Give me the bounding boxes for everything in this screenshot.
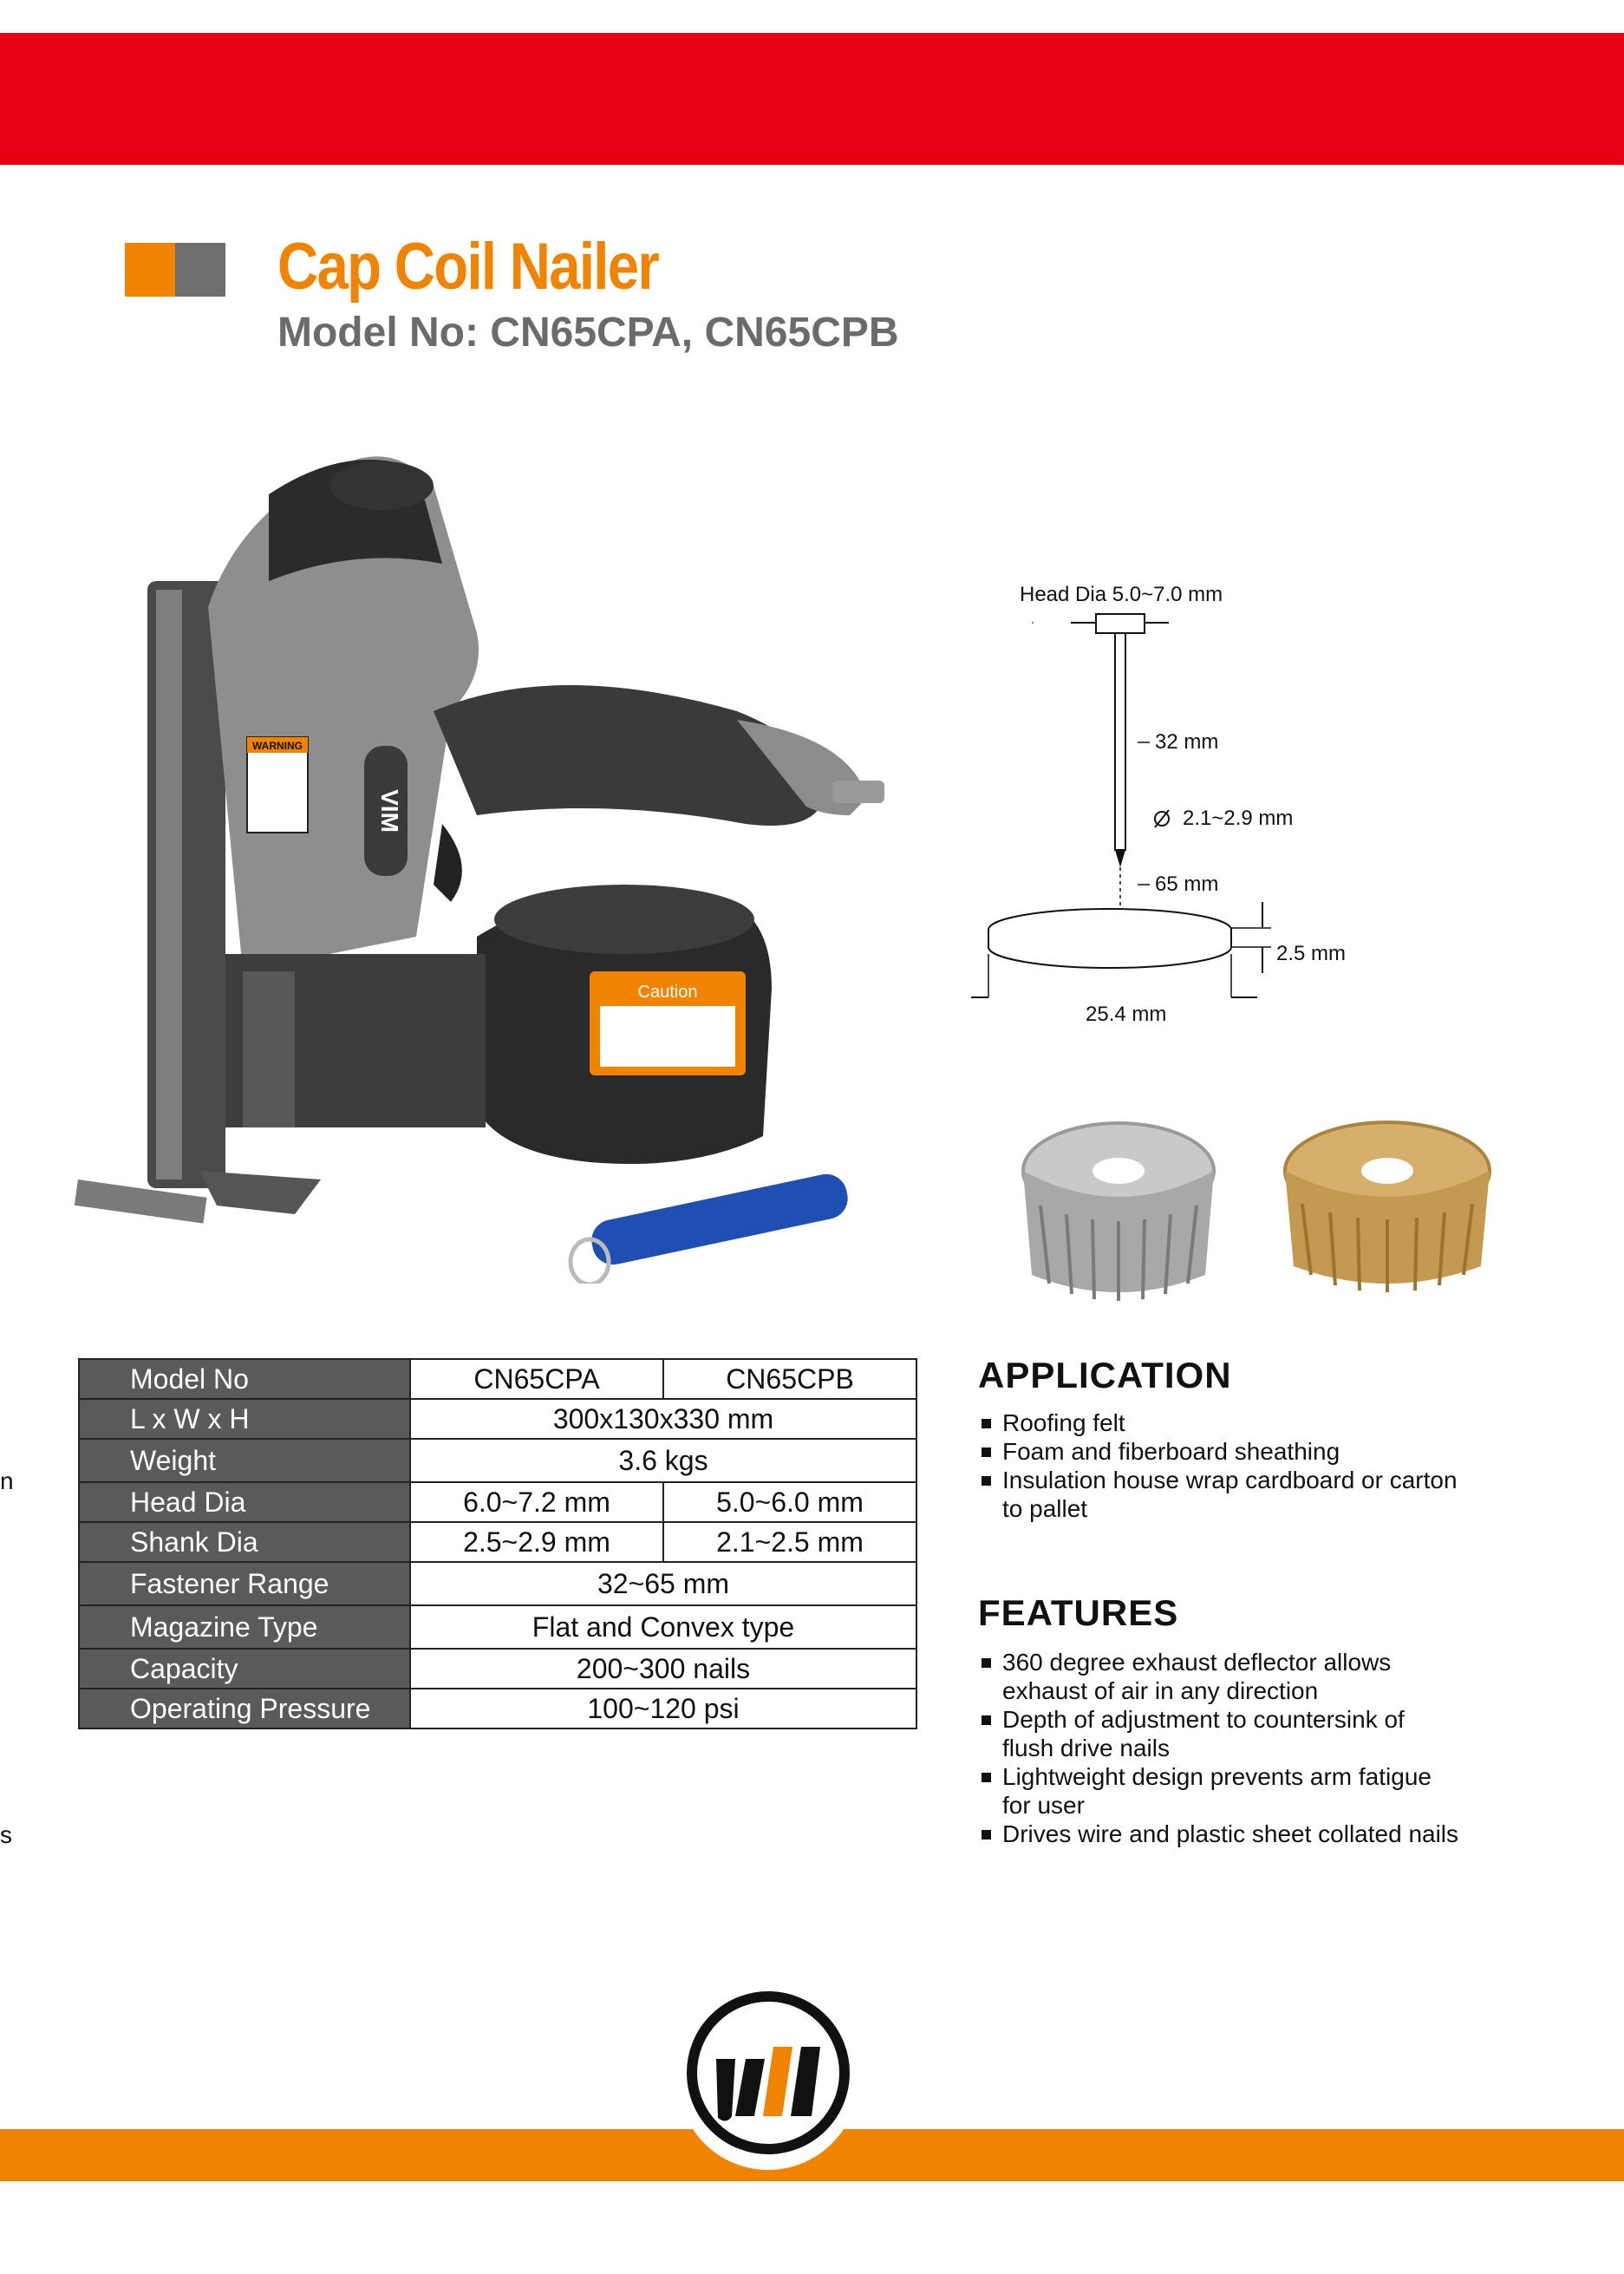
coil-nailer-image (69, 451, 988, 1284)
air-fitting (832, 781, 884, 803)
caution-label-text: Caution (637, 983, 698, 1002)
spec-row-operating-pressure (79, 1689, 916, 1728)
wire-coil-hole (1092, 1158, 1145, 1184)
cap-disc-side (988, 930, 1231, 968)
spec-label: Operating Pressure (79, 1689, 410, 1728)
feature-item-text: Drives wire and plastic sheet collated nails (1002, 1820, 1459, 1847)
spec-value-b: CN65CPB (663, 1359, 916, 1399)
warning-label-text: WARNING (252, 740, 303, 752)
application-item (980, 1466, 1500, 1523)
spec-value-a: CN65CPA (410, 1359, 663, 1399)
head-dia-label: Head Dia 5.0~7.0 mm (1020, 583, 1223, 606)
spec-label: Fastener Range (79, 1562, 410, 1605)
nail-head (1096, 614, 1145, 633)
title-marker (125, 243, 225, 297)
spec-row-head-dia (79, 1482, 916, 1522)
spec-row-magazine-type (79, 1605, 916, 1649)
feature-item-text-cont: for user (1002, 1792, 1085, 1819)
spec-label: Capacity (79, 1649, 410, 1689)
spec-value: Flat and Convex type (410, 1605, 916, 1649)
spec-table (78, 1358, 917, 1729)
nail-shank (1115, 633, 1125, 850)
nailer-rail-highlight (156, 590, 182, 1179)
exhaust-deflector (329, 461, 434, 510)
cap-thickness-label: 2.5 mm (1276, 942, 1347, 965)
application-item (980, 1437, 1500, 1466)
spec-label: Model No (79, 1359, 410, 1399)
spec-row-fastener-range (79, 1562, 916, 1605)
nailer-handle (434, 685, 824, 826)
spring-body (588, 1170, 851, 1268)
spec-label: Shank Dia (79, 1522, 410, 1562)
spec-value: 300x130x330 mm (410, 1399, 916, 1439)
shank-dia-label: 2.1~2.9 mm (1183, 807, 1294, 830)
title-marker-gray (175, 243, 225, 297)
length-max-label: 65 mm (1155, 872, 1219, 896)
plastic-coil-hole (1361, 1158, 1413, 1184)
spec-row-weight (79, 1439, 916, 1482)
application-item (980, 1408, 1500, 1437)
edge-fragment: n (0, 1467, 14, 1494)
model-number-line: Model No: CN65CPA, CN65CPB (277, 310, 899, 356)
spec-value-b: 5.0~6.0 mm (663, 1482, 916, 1522)
feature-item (980, 1705, 1500, 1762)
trigger (434, 824, 462, 902)
nail-coils-image (1014, 1110, 1500, 1310)
application-item-text-cont: to pallet (1002, 1495, 1088, 1522)
brand-badge-text: VIM (376, 789, 403, 833)
nail-point (1115, 850, 1125, 867)
spec-value: 200~300 nails (410, 1649, 916, 1689)
spec-value-a: 2.5~2.9 mm (410, 1522, 663, 1562)
wire-coil-image (1023, 1123, 1214, 1301)
feature-item-text: Depth of adjustment to countersink of (1002, 1706, 1405, 1733)
spec-value: 32~65 mm (410, 1562, 916, 1605)
spec-value: 100~120 psi (410, 1689, 916, 1728)
application-item-text: Roofing felt (1002, 1409, 1125, 1436)
application-list (980, 1408, 1500, 1523)
feature-item-text-cont: exhaust of air in any direction (1002, 1677, 1319, 1704)
canister-lid (494, 885, 754, 954)
feature-item-text-cont: flush drive nails (1002, 1735, 1170, 1761)
feeder-detail (243, 971, 295, 1127)
page-title: Cap Coil Nailer (277, 230, 659, 304)
feature-item (980, 1820, 1500, 1848)
spec-row-dimensions (79, 1399, 916, 1439)
feature-item-text: 360 degree exhaust deflector allows (1002, 1649, 1392, 1676)
spec-value-b: 2.1~2.5 mm (663, 1522, 916, 1562)
application-item-text: Insulation house wrap cardboard or carton (1002, 1467, 1458, 1493)
brand-logo-icon (675, 1986, 862, 2173)
feature-item (980, 1648, 1500, 1705)
feature-item (980, 1762, 1500, 1820)
spec-row-shank-dia (79, 1522, 916, 1562)
spec-value: 3.6 kgs (410, 1439, 916, 1482)
features-list (980, 1648, 1500, 1848)
spec-label: Weight (79, 1439, 410, 1482)
nail-diagram (971, 572, 1422, 1041)
nose-tip (199, 1171, 321, 1214)
title-marker-orange (125, 243, 175, 297)
top-banner (0, 33, 1624, 165)
cap-diameter-label: 25.4 mm (1086, 1003, 1167, 1026)
spec-row-model (79, 1359, 916, 1399)
logo-ring (692, 1996, 845, 2149)
spec-label: L x W x H (79, 1399, 410, 1439)
caution-label-text-area (600, 1006, 735, 1067)
length-min-label: 32 mm (1155, 730, 1219, 754)
spec-label: Head Dia (79, 1482, 410, 1522)
application-item-text: Foam and fiberboard sheathing (1002, 1438, 1340, 1465)
application-heading: APPLICATION (978, 1355, 1232, 1395)
blue-spring-image (571, 1170, 851, 1284)
spec-label: Magazine Type (79, 1605, 410, 1649)
spec-value-a: 6.0~7.2 mm (410, 1482, 663, 1522)
plastic-coil-image (1285, 1122, 1490, 1292)
features-heading: FEATURES (978, 1592, 1179, 1633)
edge-fragment: s (0, 1821, 12, 1848)
spec-row-capacity (79, 1649, 916, 1689)
feature-item-text: Lightweight design prevents arm fatigue (1002, 1763, 1432, 1790)
